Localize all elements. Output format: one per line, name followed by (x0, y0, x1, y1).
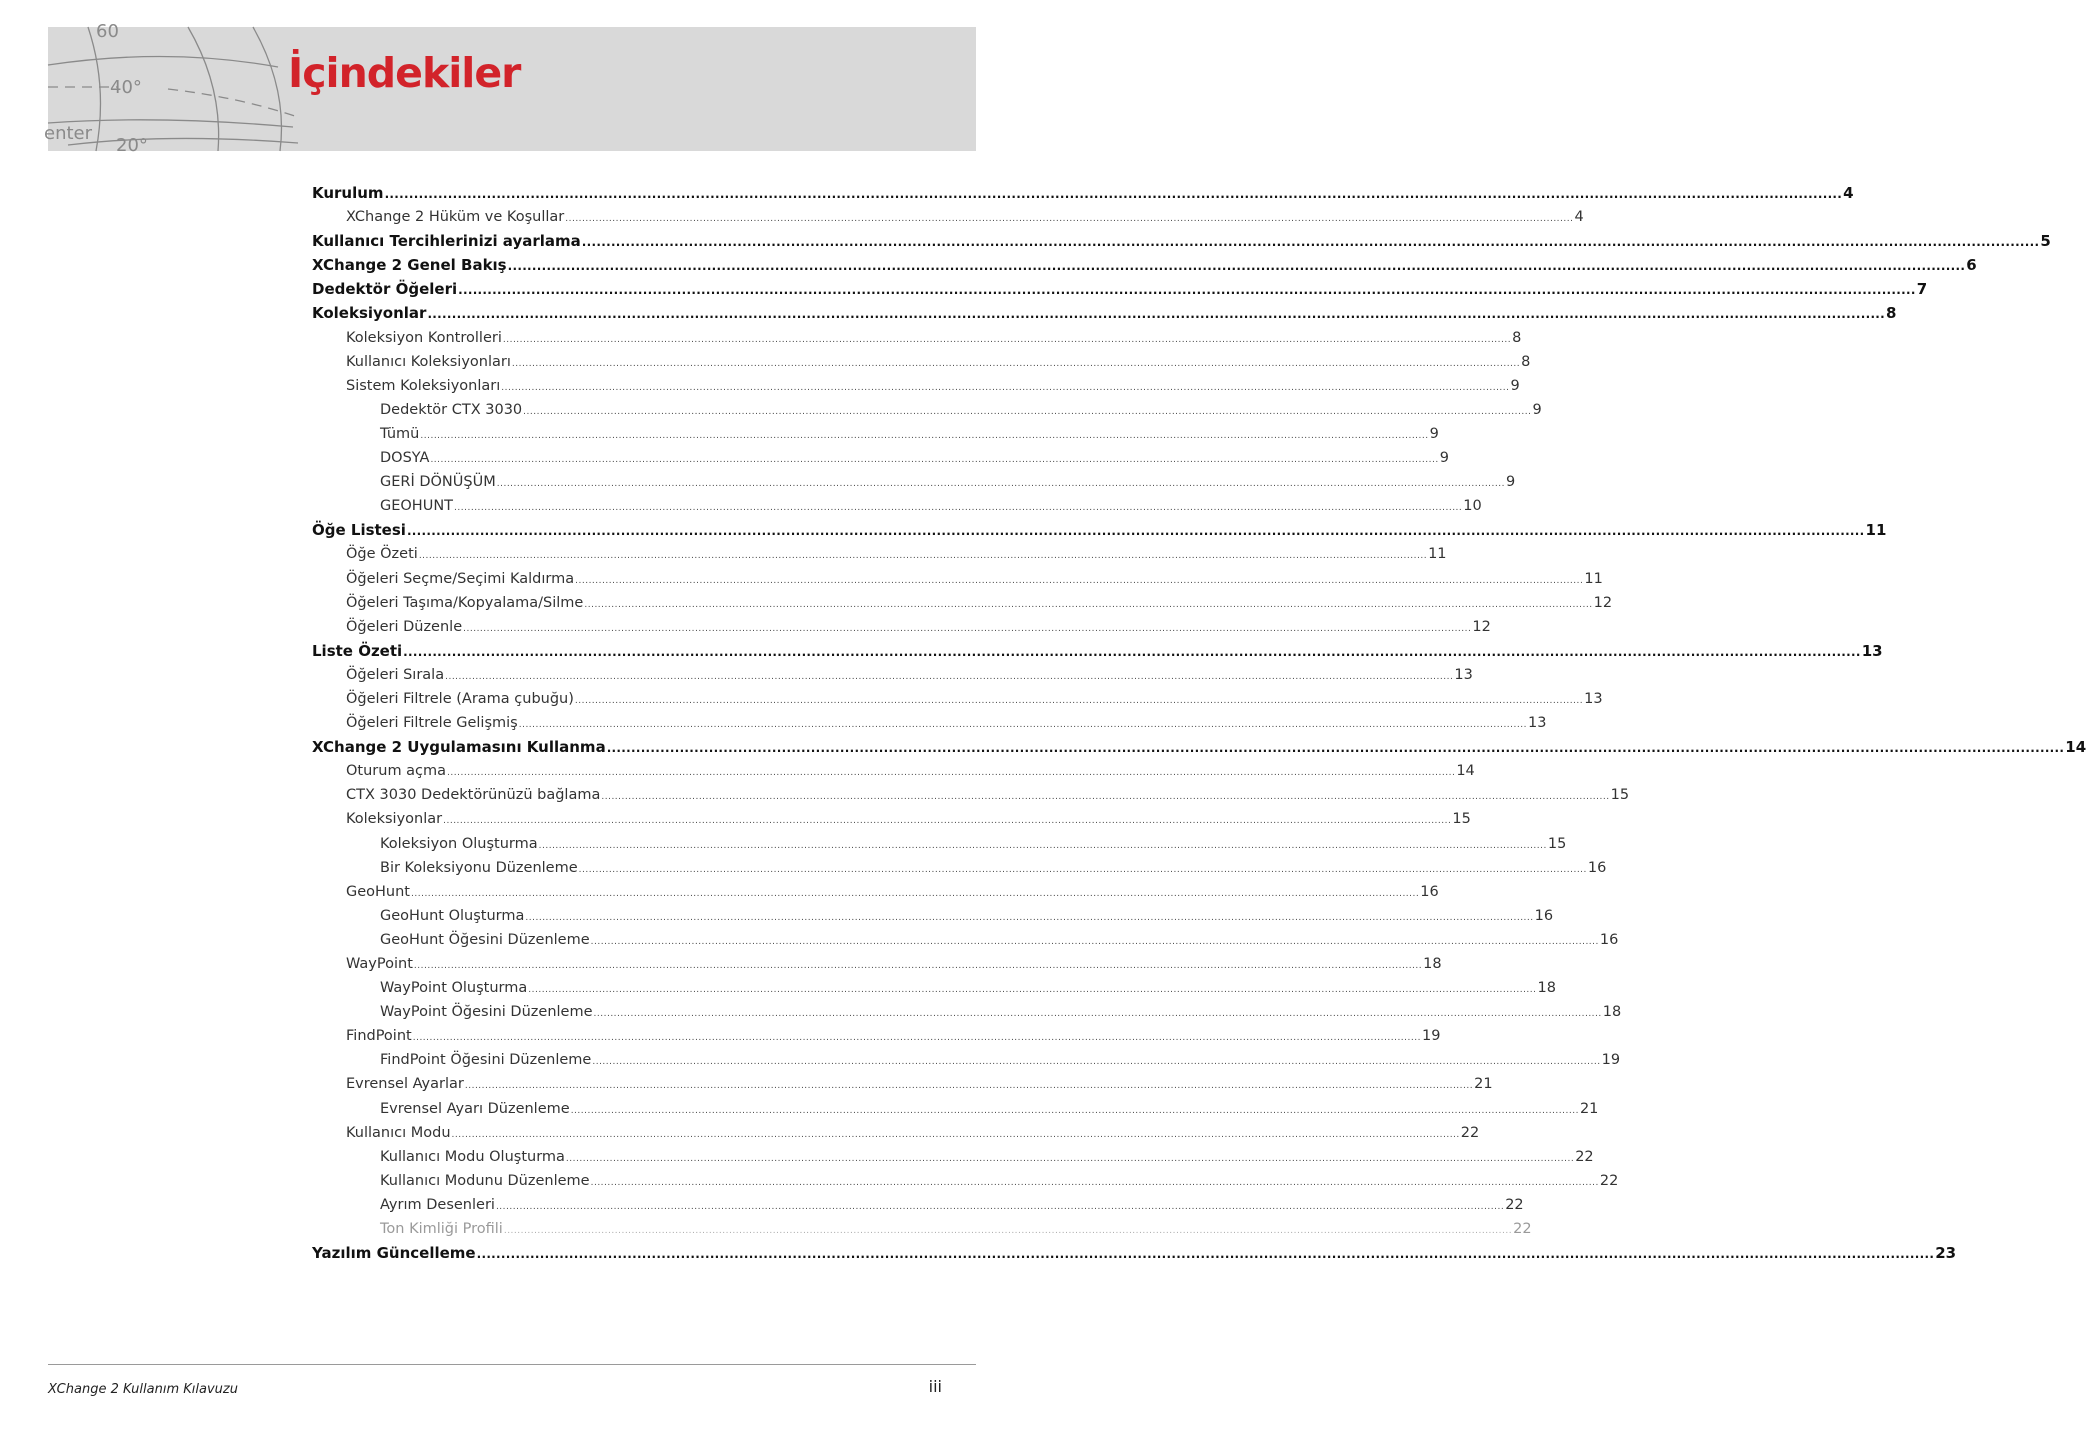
toc-dot-leader: ............................................................................................................................................................................................................................................................................................................ (451, 1129, 1460, 1140)
toc-dot-leader: ............................................................................................................................................................................................................................................................................................................ (525, 912, 1534, 923)
toc-entry-page: 18 (1423, 956, 1442, 972)
toc-dot-leader: ............................................................................................................................................................................................................................................................................................................ (463, 623, 1472, 634)
toc-entry[interactable] (312, 301, 1897, 325)
toc-entry[interactable] (312, 567, 1603, 591)
toc-entry-page: 16 (1599, 931, 1619, 948)
toc-dot-leader: ............................................................................................................................................................................................................................................................................................................ (476, 1247, 1935, 1262)
toc-dot-leader: ............................................................................................................................................................................................................................................................................................................ (443, 816, 1452, 827)
toc-entry-label: Kullanıcı Modunu Düzenleme (380, 1172, 590, 1189)
toc-entry-page: 21 (1579, 1100, 1599, 1117)
toc-entry[interactable] (312, 591, 1613, 615)
toc-entry[interactable] (312, 494, 1482, 518)
toc-entry-page: 13 (1584, 690, 1603, 707)
toc-dot-leader: ............................................................................................................................................................................................................................................................................................................ (496, 479, 1505, 490)
table-of-contents (312, 181, 2086, 1265)
toc-entry-page: 21 (1474, 1076, 1493, 1093)
toc-entry-page: 11 (1584, 570, 1603, 587)
toc-entry-page: 16 (1534, 907, 1554, 924)
toc-dot-leader: ............................................................................................................................................................................................................................................................................................................ (507, 259, 1966, 274)
toc-entry-label: WayPoint Oluşturma (380, 980, 528, 997)
toc-entry-page: 8 (1886, 304, 1897, 323)
toc-dot-leader: ............................................................................................................................................................................................................................................................................................................ (430, 455, 1439, 466)
footer-page-number: iii (928, 1377, 942, 1396)
toc-entry-page: 22 (1575, 1148, 1594, 1165)
toc-entry-label: Dedektör CTX 3030 (380, 401, 523, 418)
toc-entry-label: Öğeleri Taşıma/Kopyalama/Silme (346, 594, 584, 611)
toc-entry-label: Öğe Özeti (346, 546, 418, 563)
toc-entry-label: Koleksiyon Oluşturma (380, 835, 538, 852)
toc-entry-label: Koleksiyonlar (346, 811, 443, 828)
toc-entry-page: 9 (1506, 474, 1516, 491)
toc-entry-page: 18 (1602, 1004, 1622, 1021)
toc-entry-page: 15 (1547, 835, 1567, 852)
toc-entry[interactable] (312, 1072, 1493, 1096)
toc-entry-label: GEOHUNT (380, 498, 454, 515)
toc-dot-leader: ............................................................................................................................................................................................................................................................................................................ (590, 1177, 1599, 1188)
toc-entry-page: 22 (1513, 1221, 1532, 1238)
toc-entry-page: 8 (1521, 353, 1531, 370)
toc-dot-leader: ............................................................................................................................................................................................................................................................................................................ (412, 1033, 1421, 1044)
toc-entry-page: 4 (1574, 209, 1584, 226)
toc-entry-label: Bir Koleksiyonu Düzenleme (380, 859, 578, 876)
toc-entry-label: GeoHunt Oluşturma (380, 907, 525, 924)
toc-entry[interactable] (312, 1217, 1532, 1241)
toc-dot-leader: ............................................................................................................................................................................................................................................................................................................ (418, 551, 1428, 562)
toc-entry-page: 22 (1505, 1196, 1524, 1213)
toc-entry-page: 9 (1429, 425, 1439, 442)
toc-entry-label: Ayrım Desenleri (380, 1196, 495, 1213)
toc-dot-leader: ............................................................................................................................................................................................................................................................................................................ (581, 235, 2040, 250)
toc-dot-leader: ............................................................................................................................................................................................................................................................................................................ (565, 214, 1574, 225)
toc-entry[interactable] (312, 181, 1854, 205)
toc-dot-leader: ............................................................................................................................................................................................................................................................................................................ (447, 768, 1456, 779)
toc-dot-leader: ............................................................................................................................................................................................................................................................................................................ (458, 283, 1916, 298)
toc-entry-label: Liste Özeti (312, 641, 403, 660)
toc-entry-page: 9 (1439, 450, 1449, 467)
toc-dot-leader: ............................................................................................................................................................................................................................................................................................................ (518, 720, 1527, 731)
toc-entry[interactable] (312, 783, 1630, 807)
toc-entry-label: FindPoint Öğesini Düzenleme (380, 1052, 592, 1069)
toc-entry-page: 5 (2040, 232, 2051, 251)
globe-label: enter (44, 123, 93, 144)
toc-dot-leader: ............................................................................................................................................................................................................................................................................................................ (574, 695, 1584, 706)
toc-entry-page: 11 (1865, 521, 1887, 540)
toc-dot-leader: ............................................................................................................................................................................................................................................................................................................ (406, 524, 1865, 539)
toc-entry[interactable] (312, 1169, 1619, 1193)
toc-dot-leader: ............................................................................................................................................................................................................................................................................................................ (523, 406, 1532, 417)
toc-entry-label: Öğeleri Filtrele Gelişmiş (346, 715, 518, 732)
toc-entry-page: 15 (1452, 811, 1471, 828)
toc-entry-label: XChange 2 Genel Bakış (312, 256, 507, 275)
toc-dot-leader: ............................................................................................................................................................................................................................................................................................................ (464, 1081, 1474, 1092)
toc-dot-leader: ............................................................................................................................................................................................................................................................................................................ (420, 430, 1429, 441)
toc-dot-leader: ............................................................................................................................................................................................................................................................................................................ (570, 1105, 1579, 1116)
toc-entry-page: 18 (1537, 980, 1556, 997)
toc-dot-leader: ............................................................................................................................................................................................................................................................................................................ (495, 1201, 1505, 1212)
toc-entry-label: GeoHunt Öğesini Düzenleme (380, 931, 590, 948)
toc-entry-page: 16 (1420, 883, 1439, 900)
globe-grid-icon (44, 21, 298, 156)
toc-entry[interactable] (312, 1048, 1621, 1072)
toc-entry-page: 12 (1472, 618, 1491, 635)
toc-entry-label: Evrensel Ayarı Düzenleme (380, 1100, 570, 1117)
toc-entry[interactable] (312, 639, 1883, 663)
toc-entry[interactable] (312, 470, 1516, 494)
toc-entry[interactable] (312, 398, 1542, 422)
toc-entry-label: Oturum açma (346, 763, 447, 780)
toc-entry[interactable] (312, 759, 1475, 783)
toc-dot-leader: ............................................................................................................................................................................................................................................................................................................ (590, 936, 1599, 947)
toc-entry-page: 16 (1587, 859, 1607, 876)
toc-entry-label: WayPoint (346, 956, 413, 972)
toc-dot-leader: ............................................................................................................................................................................................................................................................................................................ (454, 503, 1463, 514)
toc-dot-leader: ............................................................................................................................................................................................................................................................................................................ (427, 307, 1886, 322)
toc-dot-leader: ............................................................................................................................................................................................................................................................................................................ (503, 1226, 1513, 1237)
globe-label: 40° (110, 77, 142, 98)
toc-entry-page: 8 (1512, 329, 1522, 346)
toc-dot-leader: ............................................................................................................................................................................................................................................................................................................ (565, 1153, 1575, 1164)
toc-entry[interactable] (312, 663, 1473, 687)
toc-entry-page: 22 (1599, 1172, 1619, 1189)
toc-entry-label: XChange 2 Hüküm ve Koşullar (346, 209, 565, 226)
toc-dot-leader: ............................................................................................................................................................................................................................................................................................................ (528, 985, 1537, 996)
toc-dot-leader: ............................................................................................................................................................................................................................................................................................................ (384, 187, 1843, 201)
toc-entry[interactable] (312, 856, 1607, 880)
toc-entry[interactable] (312, 518, 1887, 542)
toc-entry[interactable] (312, 904, 1554, 928)
toc-entry-label: DOSYA (380, 450, 430, 467)
toc-entry-page: 14 (2065, 738, 2086, 757)
header-band (44, 21, 976, 156)
footer-document-title: XChange 2 Kullanım Kılavuzu (48, 1382, 238, 1397)
toc-dot-leader: ............................................................................................................................................................................................................................................................................................................ (445, 671, 1454, 682)
toc-entry-page: 10 (1463, 498, 1482, 515)
toc-entry-label: Koleksiyon Kontrolleri (346, 329, 502, 346)
toc-entry[interactable] (312, 928, 1619, 952)
toc-entry-page: 14 (1456, 763, 1475, 780)
toc-entry-page: 4 (1843, 184, 1854, 202)
toc-entry[interactable] (312, 326, 1522, 350)
toc-entry-label: Koleksiyonlar (312, 304, 427, 323)
toc-entry[interactable] (312, 422, 1439, 446)
toc-entry-page: 19 (1601, 1052, 1621, 1069)
toc-entry-page: 9 (1510, 377, 1520, 394)
toc-entry-label: Tümü (380, 425, 420, 442)
toc-entry[interactable] (312, 1121, 1480, 1145)
toc-dot-leader: ............................................................................................................................................................................................................................................................................................................ (511, 358, 1521, 369)
toc-entry-label: Kullanıcı Koleksiyonları (346, 353, 511, 370)
toc-entry-label: FindPoint (346, 1028, 412, 1045)
toc-entry-page: 9 (1532, 401, 1542, 418)
toc-entry-label: Dedektör Öğeleri (312, 280, 458, 299)
toc-entry[interactable] (312, 1241, 1957, 1265)
toc-entry-page: 19 (1421, 1028, 1441, 1045)
toc-dot-leader: ............................................................................................................................................................................................................................................................................................................ (413, 961, 1423, 971)
toc-entry-label: Yazılım Güncelleme (312, 1244, 476, 1263)
toc-dot-leader: ............................................................................................................................................................................................................................................................................................................ (575, 575, 1584, 586)
toc-dot-leader: ............................................................................................................................................................................................................................................................................................................ (403, 644, 1861, 659)
toc-dot-leader: ............................................................................................................................................................................................................................................................................................................ (502, 334, 1512, 345)
toc-entry[interactable] (312, 542, 1447, 566)
toc-entry-label: Öğeleri Seçme/Seçimi Kaldırma (346, 570, 575, 587)
globe-label: 20° (116, 135, 148, 156)
toc-entry[interactable] (312, 832, 1567, 856)
toc-entry[interactable] (312, 350, 1531, 374)
page-title: İçindekiler (288, 49, 521, 97)
toc-entry-label: Öğeleri Düzenle (346, 618, 463, 635)
toc-entry-label: Sistem Koleksiyonları (346, 377, 501, 394)
toc-entry[interactable] (312, 687, 1603, 711)
toc-entry[interactable] (312, 1024, 1441, 1048)
toc-entry-label: Kullanıcı Modu (346, 1124, 451, 1141)
toc-entry-page: 6 (1966, 256, 1977, 275)
toc-dot-leader: ............................................................................................................................................................................................................................................................................................................ (592, 1057, 1601, 1068)
toc-dot-leader: ............................................................................................................................................................................................................................................................................................................ (584, 599, 1593, 610)
toc-entry-page: 22 (1460, 1124, 1480, 1141)
toc-entry-label: GERİ DÖNÜŞÜM (380, 474, 496, 491)
toc-entry[interactable] (312, 229, 2051, 253)
toc-entry[interactable] (312, 976, 1556, 1000)
toc-entry[interactable] (312, 711, 1547, 735)
toc-entry-label: Öğeleri Filtrele (Arama çubuğu) (346, 690, 574, 707)
toc-entry[interactable] (312, 1145, 1594, 1169)
toc-entry[interactable] (312, 1000, 1622, 1024)
toc-entry-label: Kullanıcı Tercihlerinizi ayarlama (312, 232, 581, 251)
toc-entry-label: WayPoint Öğesini Düzenleme (380, 1004, 593, 1021)
toc-entry-label: Ton Kimliği Profili (380, 1221, 503, 1238)
toc-entry-page: 13 (1861, 641, 1883, 660)
toc-entry[interactable] (312, 1193, 1524, 1217)
toc-entry-label: Öğe Listesi (312, 521, 406, 540)
toc-entry-label: XChange 2 Uygulamasını Kullanma (312, 738, 606, 757)
toc-entry[interactable] (312, 374, 1520, 398)
toc-entry-page: 23 (1935, 1244, 1957, 1263)
toc-entry-label: Öğeleri Sırala (346, 666, 445, 683)
toc-entry-page: 7 (1916, 280, 1928, 299)
toc-entry-label: Kurulum (312, 184, 384, 202)
footer-divider (48, 1364, 976, 1365)
toc-entry[interactable] (312, 952, 1442, 976)
toc-entry-page: 12 (1593, 594, 1613, 611)
toc-entry-label: Evrensel Ayarlar (346, 1076, 464, 1093)
toc-dot-leader: ............................................................................................................................................................................................................................................................................................................ (606, 741, 2065, 756)
toc-entry-page: 15 (1610, 787, 1630, 804)
toc-entry-label: Kullanıcı Modu Oluşturma (380, 1148, 565, 1165)
toc-entry[interactable] (312, 277, 1928, 301)
toc-dot-leader: ............................................................................................................................................................................................................................................................................................................ (411, 888, 1420, 899)
toc-dot-leader: ............................................................................................................................................................................................................................................................................................................ (593, 1009, 1602, 1020)
toc-entry-page: 13 (1454, 666, 1473, 683)
toc-entry[interactable] (312, 446, 1449, 470)
toc-dot-leader: ............................................................................................................................................................................................................................................................................................................ (578, 864, 1587, 875)
toc-entry-label: GeoHunt (346, 883, 410, 900)
globe-label: 60 (96, 21, 119, 42)
toc-entry-page: 11 (1428, 546, 1447, 563)
toc-entry[interactable] (312, 615, 1491, 639)
toc-dot-leader: ............................................................................................................................................................................................................................................................................................................ (501, 382, 1510, 393)
toc-entry[interactable] (312, 880, 1439, 904)
toc-entry[interactable] (312, 735, 2086, 759)
toc-entry[interactable] (312, 205, 1584, 229)
toc-entry[interactable] (312, 807, 1471, 831)
toc-entry[interactable] (312, 1097, 1599, 1121)
toc-entry-label: CTX 3030 Dedektörünüzü bağlama (346, 787, 601, 804)
toc-dot-leader: ............................................................................................................................................................................................................................................................................................................ (538, 840, 1547, 851)
toc-entry-page: 13 (1527, 715, 1547, 732)
toc-entry[interactable] (312, 253, 1977, 277)
toc-dot-leader: ............................................................................................................................................................................................................................................................................................................ (601, 792, 1610, 803)
